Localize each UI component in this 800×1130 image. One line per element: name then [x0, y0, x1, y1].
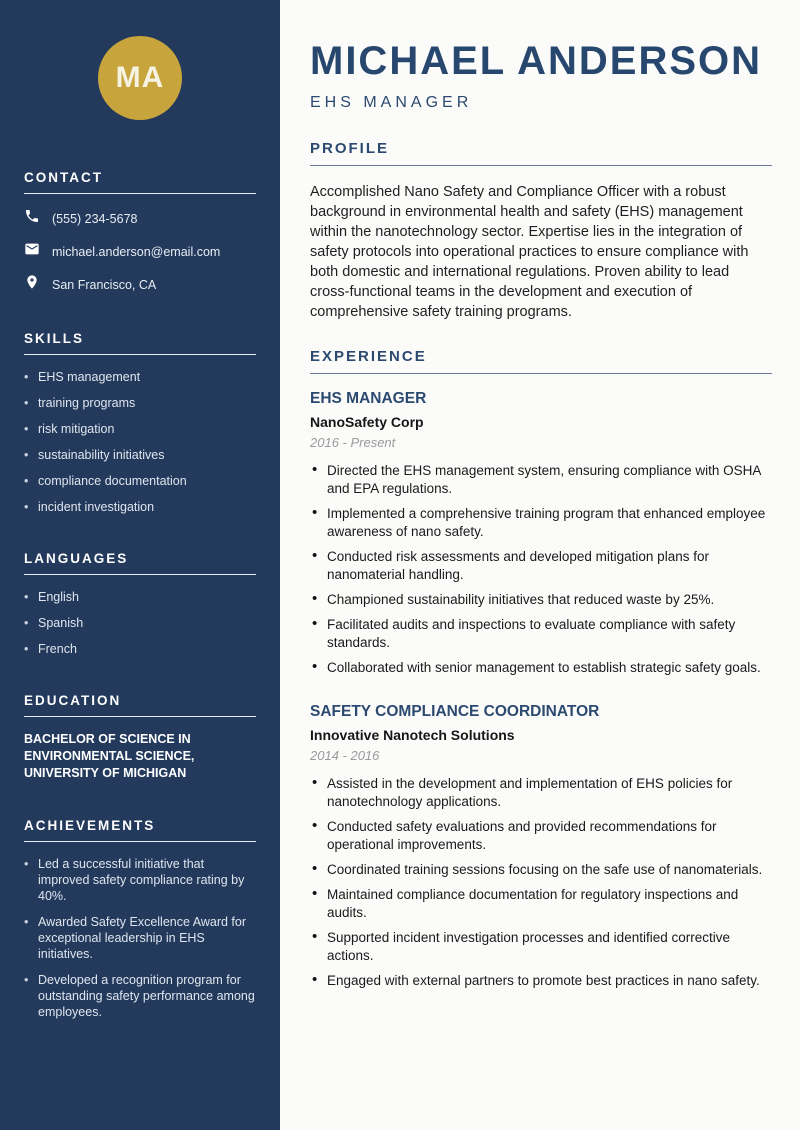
avatar-wrap [24, 36, 256, 120]
job-bullet: • Maintained compliance documentation for regulatory inspections and audits. [310, 886, 772, 922]
achievements-section [24, 818, 256, 1020]
education-rule [24, 716, 256, 717]
job-bullets [310, 462, 772, 677]
profile-section [310, 140, 772, 322]
job-dates: 2014 - 2016 [310, 748, 380, 763]
job-company: NanoSafety Corp [310, 414, 424, 430]
profile-rule [310, 165, 772, 166]
profile-text: Accomplished Nano Safety and Compliance Officer with a robust background in environmental health and safety (EHS) management within the nanotechnology sector. Expertise lies in the integration of safety protocols into operational practices to ensure compliance with both domestic and international regulations. Proven ability to lead cross-functional teams in the development and execution of comprehensive safety training programs. [310, 184, 749, 320]
job-bullet: • Collaborated with senior management to establish strategic safety goals. [310, 659, 772, 677]
main-content [280, 0, 800, 1130]
contact-section [24, 170, 256, 295]
skills-list [24, 369, 256, 515]
sidebar [0, 0, 280, 1130]
job-bullet: • Conducted risk assessments and developed mitigation plans for nanomaterial handling. [310, 548, 772, 584]
language-item: • French [24, 641, 256, 657]
job-bullet: • Conducted safety evaluations and provided recommendations for operational improvements. [310, 818, 772, 854]
languages-heading: LANGUAGES [24, 551, 129, 566]
job-bullet: • Engaged with external partners to promote best practices in nano safety. [310, 972, 772, 990]
job-bullets [310, 775, 772, 990]
languages-section [24, 551, 256, 657]
contact-rule [24, 193, 256, 194]
job-entry [310, 390, 772, 677]
education-heading: EDUCATION [24, 693, 122, 708]
language-item: • English [24, 589, 256, 605]
contact-email: michael.anderson@email.com [52, 244, 221, 259]
skills-rule [24, 354, 256, 355]
languages-list [24, 589, 256, 657]
candidate-title: EHS MANAGER [310, 94, 473, 111]
skill-item: • EHS management [24, 369, 256, 385]
education-degree: BACHELOR OF SCIENCE IN ENVIRONMENTAL SCIENCE, UNIVERSITY OF MICHIGAN [24, 732, 195, 780]
achievements-rule [24, 841, 256, 842]
avatar [98, 36, 182, 120]
location-icon [24, 274, 40, 295]
skills-section [24, 331, 256, 515]
contact-row-phone [24, 208, 256, 229]
education-section [24, 693, 256, 782]
email-icon [24, 241, 40, 262]
candidate-name: MICHAEL ANDERSON [310, 39, 763, 83]
achievements-list [24, 856, 256, 1020]
profile-heading: PROFILE [310, 140, 390, 157]
job-bullet: • Facilitated audits and inspections to evaluate compliance with safety standards. [310, 616, 772, 652]
job-bullet: • Championed sustainability initiatives that reduced waste by 25%. [310, 591, 772, 609]
job-bullet: • Implemented a comprehensive training program that enhanced employee awareness of nano safety. [310, 505, 772, 541]
job-entry [310, 703, 772, 990]
job-title: SAFETY COMPLIANCE COORDINATOR [310, 703, 600, 720]
job-bullet: • Supported incident investigation processes and identified corrective actions. [310, 929, 772, 965]
languages-rule [24, 574, 256, 575]
contact-row-location [24, 274, 256, 295]
achievement-item: • Developed a recognition program for outstanding safety performance among employees. [24, 972, 256, 1020]
job-title: EHS MANAGER [310, 390, 427, 407]
skill-item: • risk mitigation [24, 421, 256, 437]
achievements-heading: ACHIEVEMENTS [24, 818, 156, 833]
contact-location: San Francisco, CA [52, 277, 157, 292]
avatar-initials: MA [115, 61, 165, 94]
experience-rule [310, 373, 772, 374]
job-bullet: • Coordinated training sessions focusing on the safe use of nanomaterials. [310, 861, 772, 879]
job-bullet: • Directed the EHS management system, ensuring compliance with OSHA and EPA regulations. [310, 462, 772, 498]
job-company: Innovative Nanotech Solutions [310, 727, 515, 743]
job-bullet: • Assisted in the development and implementation of EHS policies for nanotechnology applications. [310, 775, 772, 811]
skill-item: • training programs [24, 395, 256, 411]
contact-heading: CONTACT [24, 170, 103, 185]
contact-row-email [24, 241, 256, 262]
language-item: • Spanish [24, 615, 256, 631]
skill-item: • incident investigation [24, 499, 256, 515]
achievement-item: • Led a successful initiative that improved safety compliance rating by 40%. [24, 856, 256, 904]
skill-item: • compliance documentation [24, 473, 256, 489]
skill-item: • sustainability initiatives [24, 447, 256, 463]
experience-heading: EXPERIENCE [310, 348, 427, 365]
contact-phone: (555) 234-5678 [52, 211, 138, 226]
achievement-item: • Awarded Safety Excellence Award for exceptional leadership in EHS initiatives. [24, 914, 256, 962]
job-dates: 2016 - Present [310, 435, 396, 450]
experience-section [310, 348, 772, 990]
skills-heading: SKILLS [24, 331, 85, 346]
phone-icon [24, 208, 40, 229]
